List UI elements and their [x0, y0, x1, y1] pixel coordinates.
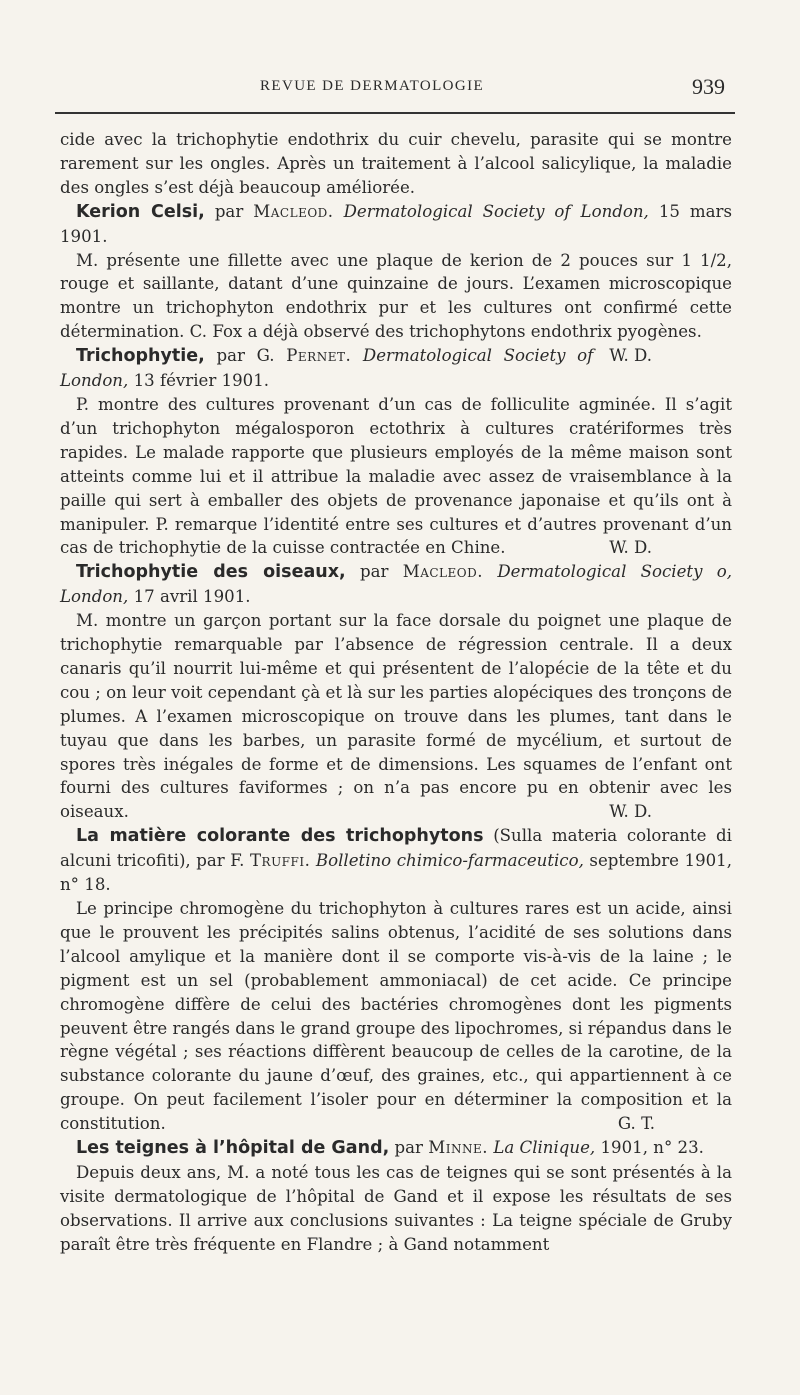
header-rule — [55, 112, 735, 114]
article-title: Kerion Celsi, — [76, 201, 205, 222]
article-heading-trichophytie: Trichophytie, par G. Pernet. Dermatological Society of London, 13 février 1901. — [60, 346, 594, 391]
article-date: 13 février 1901. — [133, 371, 270, 391]
article-heading-teignes: Les teignes à l’hôpital de Gand, par Minne. La Clinique, 1901, n° 23. — [76, 1138, 704, 1159]
article-heading-kerion: Kerion Celsi, par Macleod. Dermatological Society of London, 15 mars 1901. — [60, 201, 733, 246]
article-body: M. montre un garçon portant sur la face dorsale du poignet une plaque de trichophytie remarquable par l’absence de régression centrale. Il a deux canaris qu’il nourrit lui-même et qui présentent de l’alopécie de la tête et du cou ; on leur voit cependant çà et là sur les parties alopéciques des tronçons de plumes. A l’examen microscopique on trouve dans les plumes, tant dans le tuyau que dans les barbes, un parasite formé de mycélium, et surtout de spores très inégales de forme et de dimensions. Les squames de l’enfant ont fourni des cultures faviformes ; on n’a pas encore pu en obtenir avec les oiseaux. W. D. — [60, 609, 732, 824]
article-body: Depuis deux ans, M. a noté tous les cas de teignes qui se sont présentés à la visite dermatologique de l’hôpital de Gand et il expose les résultats de ses observations. Il arrive aux conclusions suivantes : La teigne spéciale de Gruby paraît être très fréquente en Flandre ; à Gand notamment — [60, 1162, 732, 1254]
article-author: Macleod. — [253, 201, 334, 221]
article-heading-matiere: La matière colorante des trichophytons (Sulla materia colorante di alcuni tricofiti), par F. Truffi. Bolletino chimico-farmaceutico, septembre 1901, n° 18. — [60, 826, 733, 895]
article-journal: Dermatological Society of London, — [343, 201, 649, 221]
article-title: Trichophytie des oiseaux, — [76, 562, 346, 583]
article-date: 15 mars 1901. — [60, 201, 733, 246]
article-date: 17 avril 1901. — [133, 587, 251, 607]
article-body: P. montre des cultures provenant d’un cas de folliculite agminée. Il s’agit d’un trichophyton mégalosporon ectothrix à cultures cratériformes très rapides. Le malade rapporte que plusieurs employés de la même maison sont atteints comme lui et il attribue la maladie avec assez de vraisemblance à la paille qui sert à emballer des objets de provenance japonaise et qu’ils ont à manipuler. P. remarque l’identité entre ses cultures et d’autres provenant d’un cas de trichophytie de la cuisse contractée en Chine. W. D. — [60, 393, 732, 560]
article-author: Minne. — [428, 1138, 489, 1158]
article-author: Truffi. — [249, 851, 311, 871]
running-title: REVUE DE DERMATOLOGIE — [260, 78, 485, 94]
article-column — [60, 128, 732, 1257]
article-title: Les teignes à l’hôpital de Gand, — [76, 1138, 390, 1159]
article-title: Trichophytie, — [76, 346, 205, 367]
page-header — [55, 74, 725, 104]
article-signature: W. D. — [609, 802, 652, 822]
article-author: Pernet. — [286, 346, 352, 366]
article-signature: W. D. — [609, 346, 652, 366]
article-journal: Dermatological Society of London, — [60, 346, 594, 391]
article-signature: W. D. — [609, 538, 652, 558]
article-journal: Dermatological Society o, London, — [60, 562, 733, 607]
article-signature: G. T. — [617, 1114, 655, 1134]
article-date: 1901, n° 23. — [600, 1138, 704, 1158]
article-journal: La Clinique, — [493, 1138, 596, 1158]
article-body: Le principe chromogène du trichophyton à cultures rares est un acide, ainsi que le prouvent les précipités salins obtenus, l’acidité de ses solutions dans l’alcool amylique et la manière dont il se comporte vis-à-vis de la laine ; le pigment est un sel (probablement ammoniacal) de cet acide. Ce principe chromogène diffère de celui des bactéries chromogènes dont les pigments peuvent être rangés dans le grand groupe des lipochromes, si répandus dans le règne végétal ; ses réactions diffèrent beaucoup de celles de la carotine, de la substance colorante du jaune d’œuf, des graines, etc., qui appartiennent à ce groupe. On peut facilement l’isoler pour en déterminer la composition et la constitution. G. T. — [60, 897, 732, 1136]
article-title: La matière colorante des trichophytons — [76, 826, 484, 847]
page-number: 939 — [692, 74, 725, 99]
continued-paragraph: cide avec la trichophytie endothrix du cuir chevelu, parasite qui se montre rarement sur les ongles. Après un traitement à l’alcool salicylique, la maladie des ongles s’est déjà beaucoup améliorée. — [60, 130, 732, 197]
article-journal: Bolletino chimico-farmaceutico, — [315, 851, 584, 871]
article-author: Macleod. — [402, 562, 484, 582]
article-body: M. présente une fillette avec une plaque de kerion de 2 pouces sur 1 1/2, rouge et saillante, datant d’une quinzaine de jours. L’examen microscopique montre un trichophyton endothrix pur et les cultures ont confirmé cette détermination. C. Fox a déjà observé des trichophytons endothrix pyogènes. W. D. — [60, 249, 732, 345]
article-heading-oiseaux: Trichophytie des oiseaux, par Macleod. Dermatological Society o, London, 17 avril 1901. — [60, 562, 733, 607]
article-date: septembre 1901, n° 18. — [60, 851, 733, 895]
